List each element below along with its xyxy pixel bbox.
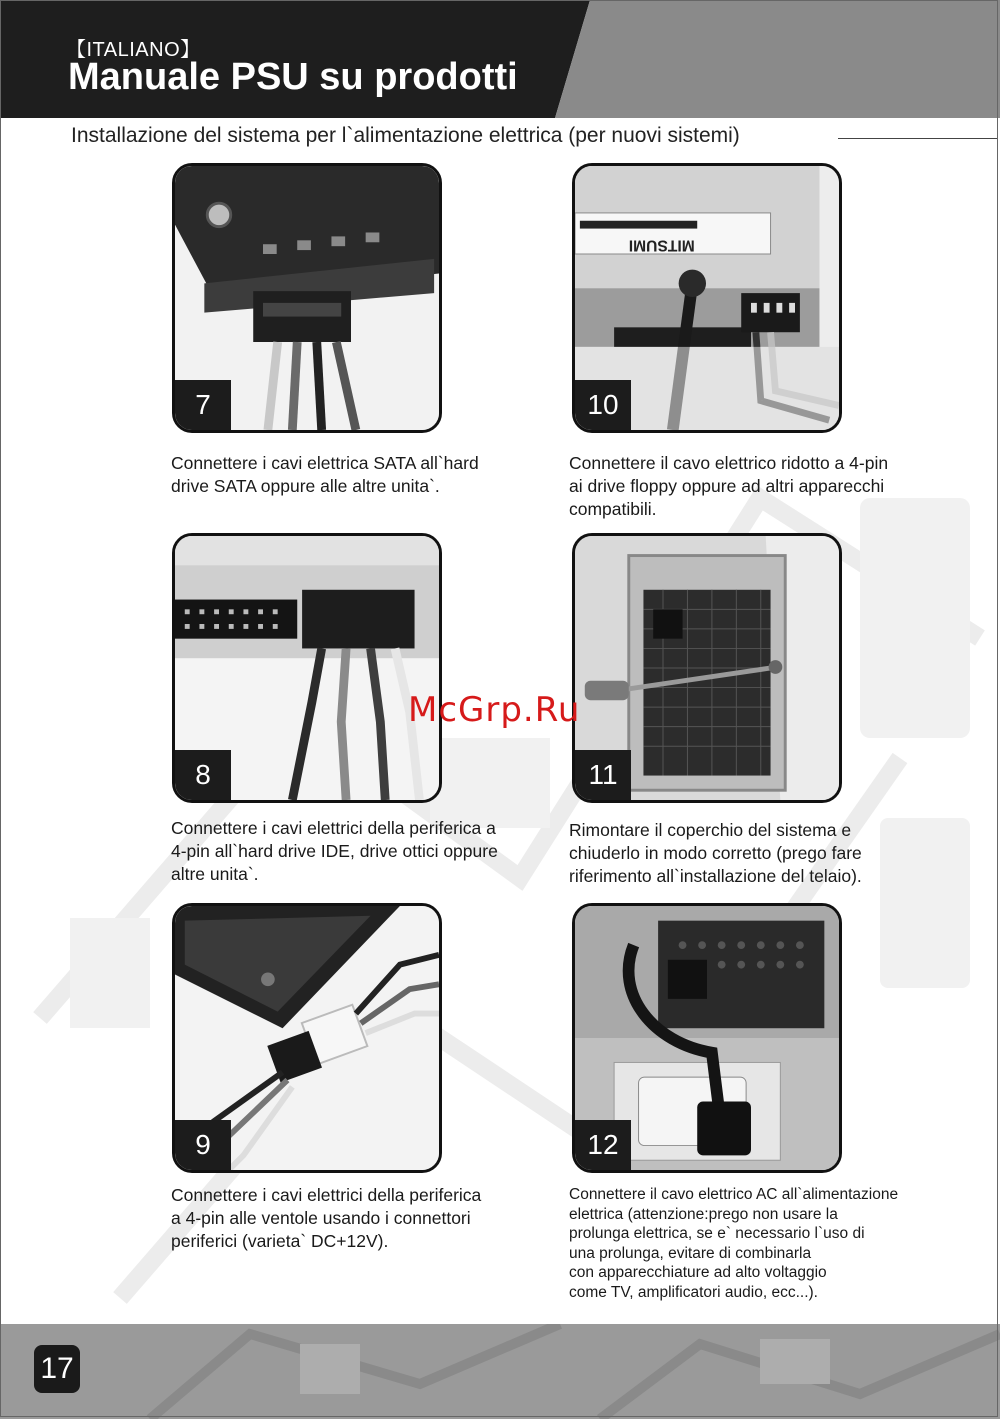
brand-label: MITSUMI — [628, 236, 695, 254]
site-watermark: McGrp.Ru — [408, 690, 581, 730]
header-gray-band — [555, 0, 1000, 118]
step-number-badge: 7 — [175, 380, 231, 430]
step-number-badge: 9 — [175, 1120, 231, 1170]
caption-step-9: Connettere i cavi elettrici della periferica a 4-pin alle ventole usando i connettori periferici (varieta` DC+12V). — [171, 1185, 482, 1251]
footer-band — [0, 1324, 1000, 1419]
step-number-badge: 8 — [175, 750, 231, 800]
subtitle-rule — [838, 138, 998, 139]
language-label: 【ITALIANO】 — [66, 39, 201, 61]
footer-pattern — [0, 1324, 1000, 1419]
step-number-badge: 11 — [575, 750, 631, 800]
caption-step-7: Connettere i cavi elettrica SATA all`hard drive SATA oppure alle altre unita`. — [171, 453, 479, 496]
photo-step-11 — [572, 533, 842, 803]
page-title: Manuale PSU su prodotti — [68, 56, 518, 98]
caption-step-12: Connettere il cavo elettrico AC all`alimentazione elettrica (attenzione:prego non usare la prolunga elettrica, se e` necessario l`uso di una prolunga, evitare di combinarla con apparecchiature ad alto voltaggio come TV, amplificatori audio, ecc...). — [569, 1186, 899, 1301]
caption-step-10: Connettere il cavo elettrico ridotto a 4-pin ai drive floppy oppure ad altri apparecchi compatibili. — [569, 453, 889, 519]
caption-step-11: Rimontare il coperchio del sistema e chiuderlo in modo corretto (prego fare riferimento all`installazione del telaio). — [569, 820, 862, 886]
step-number-badge: 12 — [575, 1120, 631, 1170]
caption-step-8: Connettere i cavi elettrici della periferica a 4-pin all`hard drive IDE, drive ottici oppure altre unita`. — [171, 818, 498, 884]
photo-step-7 — [172, 163, 442, 433]
page-number: 17 — [34, 1345, 80, 1393]
photo-step-10 — [572, 163, 842, 433]
photo-step-8 — [172, 533, 442, 803]
section-subtitle: Installazione del sistema per l`alimentazione elettrica (per nuovi sistemi) — [71, 124, 740, 147]
step-number-badge: 10 — [575, 380, 631, 430]
photo-step-9 — [172, 903, 442, 1173]
photo-step-12 — [572, 903, 842, 1173]
